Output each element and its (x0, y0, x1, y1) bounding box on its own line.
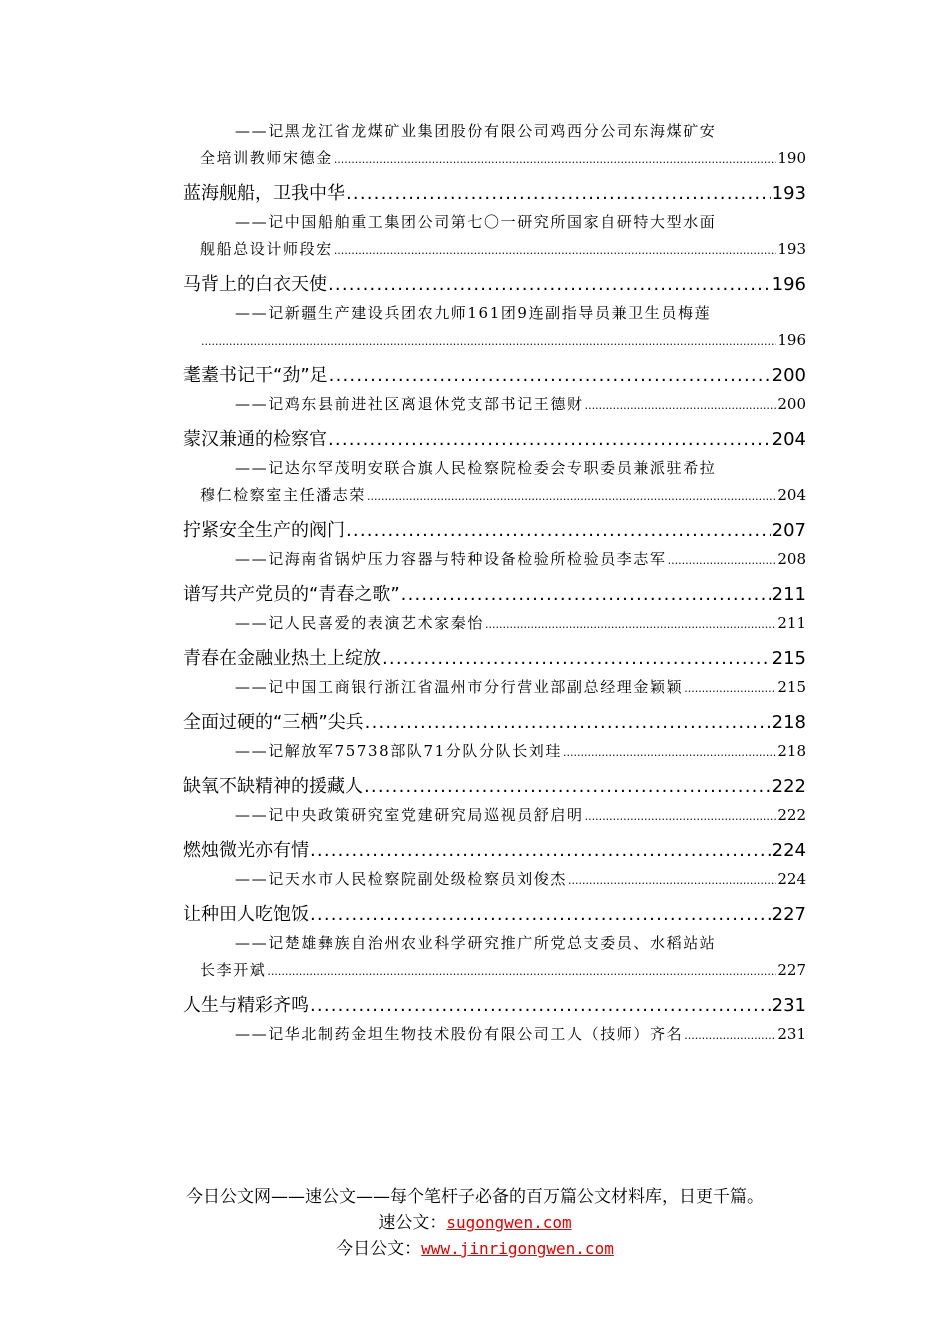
footer-sugongwen (0, 1210, 950, 1236)
toc-subtitle-leader[interactable] (183, 236, 806, 263)
toc-subtitle (183, 391, 806, 418)
toc-page-number: 227 (771, 904, 806, 925)
toc-subtitle (183, 300, 806, 354)
leader-dots (201, 328, 776, 355)
leader-dots (346, 516, 771, 546)
toc-subtitle-line: ——记黑龙江省龙煤矿业集团股份有限公司鸡西分公司东海煤矿安 (235, 122, 717, 140)
toc-subtitle-text: 全培训教师宋德金 (200, 149, 333, 167)
toc-page-number: 231 (777, 1025, 806, 1043)
leader-dots (668, 547, 777, 574)
toc-entry-title[interactable] (183, 836, 806, 866)
leader-dots (684, 675, 776, 702)
toc-page-number: 224 (771, 840, 806, 861)
toc-entry-title[interactable] (183, 425, 806, 455)
footer-label: 速公文： (378, 1213, 447, 1233)
toc-subtitle-text: ——记天水市人民检察院副处级检察员刘俊杰 (235, 870, 568, 888)
leader-dots (684, 1022, 776, 1049)
toc-title-text: 缺氧不缺精神的援藏人 (183, 776, 363, 797)
toc-page-number: 196 (777, 331, 806, 349)
footer-slogan: 今日公文网——速公文——每个笔杆子必备的百万篇公文材料库，日更千篇。 (186, 1187, 764, 1207)
sugongwen-link[interactable]: sugongwen.com (446, 1213, 572, 1232)
leader-dots (382, 644, 771, 674)
toc-subtitle-text: ——记鸡东县前进社区离退休党支部书记王德财 (235, 395, 584, 413)
toc-subtitle (183, 455, 806, 509)
toc-page-number: 204 (771, 429, 806, 450)
toc-page-number: 200 (771, 365, 806, 386)
toc-subtitle (183, 610, 806, 637)
toc-title-text: 谱写共产党员的“青春之歌” (183, 584, 400, 605)
toc-title-text: 蒙汉兼通的检察官 (183, 429, 327, 450)
toc-page-number: 207 (771, 520, 806, 541)
leader-dots (334, 146, 777, 173)
toc-page-number: 218 (771, 712, 806, 733)
toc-subtitle-leader[interactable] (183, 327, 806, 354)
leader-dots (310, 991, 771, 1021)
leader-dots (585, 803, 777, 830)
toc-entry-title[interactable] (183, 361, 806, 391)
toc-subtitle-leader[interactable] (183, 738, 806, 765)
toc-subtitle-text: ——记海南省锅炉压力容器与特种设备检验所检验员李志军 (235, 550, 667, 568)
toc-page-number: 211 (771, 584, 806, 605)
toc-subtitle (183, 546, 806, 573)
toc-title-text: 人生与精彩齐鸣 (183, 995, 309, 1016)
toc-subtitle-text: ——记解放军75738部队71分队分队长刘珪 (235, 742, 563, 760)
leader-dots (310, 836, 771, 866)
toc-entry-title[interactable] (183, 708, 806, 738)
leader-dots (328, 425, 771, 455)
footer-label: 今日公文： (336, 1239, 422, 1259)
toc-page-number: 227 (777, 961, 806, 979)
toc-page-number: 222 (777, 806, 806, 824)
toc-entry-title[interactable] (183, 270, 806, 300)
toc-page-number: 196 (771, 274, 806, 295)
leader-dots (367, 483, 776, 510)
toc-subtitle (183, 118, 806, 172)
leader-dots (585, 392, 777, 419)
toc-title-text: 燃烛微光亦有情 (183, 840, 309, 861)
leader-dots (401, 580, 771, 610)
toc-subtitle-text: 舰船总设计师段宏 (200, 240, 333, 258)
leader-dots (364, 772, 771, 802)
leader-dots (346, 179, 771, 209)
leader-dots (334, 237, 777, 264)
toc-subtitle (183, 802, 806, 829)
toc-subtitle-leader[interactable] (183, 610, 806, 637)
toc-title-text: 全面过硬的“三栖”尖兵 (183, 712, 364, 733)
toc-page-number: 193 (771, 183, 806, 204)
toc-page-number: 215 (777, 678, 806, 696)
toc-subtitle-text: 穆仁检察室主任潘志荣 (200, 486, 367, 504)
leader-dots (328, 270, 771, 300)
toc-entry-title[interactable] (183, 179, 806, 209)
toc-subtitle-line: ——记新疆生产建设兵团农九师161团9连副指导员兼卫生员梅莲 (235, 304, 712, 322)
toc-subtitle-text: ——记中央政策研究室党建研究局巡视员舒启明 (235, 806, 584, 824)
toc-page-number: 222 (771, 776, 806, 797)
toc-subtitle (183, 209, 806, 263)
toc-subtitle (183, 1021, 806, 1048)
toc-subtitle-line: ——记楚雄彝族自治州农业科学研究推广所党总支委员、水稻站站 (235, 934, 717, 952)
toc-subtitle-leader[interactable] (183, 802, 806, 829)
leader-dots (310, 900, 771, 930)
toc-entry-title[interactable] (183, 900, 806, 930)
toc-subtitle-leader[interactable] (183, 546, 806, 573)
toc-subtitle-text: 长李开斌 (200, 961, 267, 979)
toc-title-text: 耄耋书记干“劲”足 (183, 365, 328, 386)
page-footer (0, 1184, 950, 1262)
toc-page-number: 208 (777, 550, 806, 568)
toc-subtitle-leader[interactable] (183, 391, 806, 418)
toc-subtitle (183, 866, 806, 893)
toc-title-text: 马背上的白衣天使 (183, 274, 327, 295)
toc-subtitle-line: ——记达尔罕茂明安联合旗人民检察院检委会专职委员兼派驻希拉 (235, 459, 717, 477)
toc-title-text: 青春在金融业热土上绽放 (183, 648, 381, 669)
leader-dots (485, 611, 776, 638)
table-of-contents (183, 114, 806, 1051)
toc-subtitle-line: ——记中国船舶重工集团公司第七〇一研究所国家自研特大型水面 (235, 213, 717, 231)
toc-subtitle-leader[interactable] (183, 1021, 806, 1048)
toc-subtitle-leader[interactable] (183, 482, 806, 509)
leader-dots (267, 958, 776, 985)
leader-dots (563, 739, 776, 766)
toc-subtitle-leader[interactable] (183, 674, 806, 701)
toc-entry-title[interactable] (183, 991, 806, 1021)
toc-page-number: 200 (777, 395, 806, 413)
toc-page-number: 211 (777, 614, 806, 632)
toc-subtitle (183, 930, 806, 984)
toc-subtitle-leader[interactable] (183, 145, 806, 172)
jinrigongwen-link[interactable]: www.jinrigongwen.com (421, 1239, 614, 1258)
toc-title-text: 蓝海舰船，卫我中华 (183, 183, 345, 204)
toc-page-number: 193 (777, 240, 806, 258)
toc-entry-title[interactable] (183, 516, 806, 546)
toc-title-text: 拧紧安全生产的阀门 (183, 520, 345, 541)
leader-dots (568, 867, 776, 894)
toc-subtitle (183, 674, 806, 701)
toc-subtitle-text: ——记中国工商银行浙江省温州市分行营业部副总经理金颖颖 (235, 678, 684, 696)
toc-page-number: 204 (777, 486, 806, 504)
toc-entry-title[interactable] (183, 580, 806, 610)
toc-title-text: 让种田人吃饱饭 (183, 904, 309, 925)
toc-entry-title[interactable] (183, 772, 806, 802)
toc-subtitle (183, 738, 806, 765)
leader-dots (329, 361, 771, 391)
leader-dots (365, 708, 771, 738)
toc-subtitle-leader[interactable] (183, 957, 806, 984)
toc-page-number: 218 (777, 742, 806, 760)
toc-subtitle-leader[interactable] (183, 866, 806, 893)
toc-page-number: 231 (771, 995, 806, 1016)
toc-entry-title[interactable] (183, 644, 806, 674)
toc-page-number: 190 (777, 149, 806, 167)
toc-subtitle-text: ——记华北制药金坦生物技术股份有限公司工人（技师）齐名 (235, 1025, 684, 1043)
toc-page-number: 224 (777, 870, 806, 888)
toc-subtitle-text: ——记人民喜爱的表演艺术家秦怡 (235, 614, 485, 632)
toc-page-number: 215 (771, 648, 806, 669)
footer-jinrigongwen (0, 1236, 950, 1262)
